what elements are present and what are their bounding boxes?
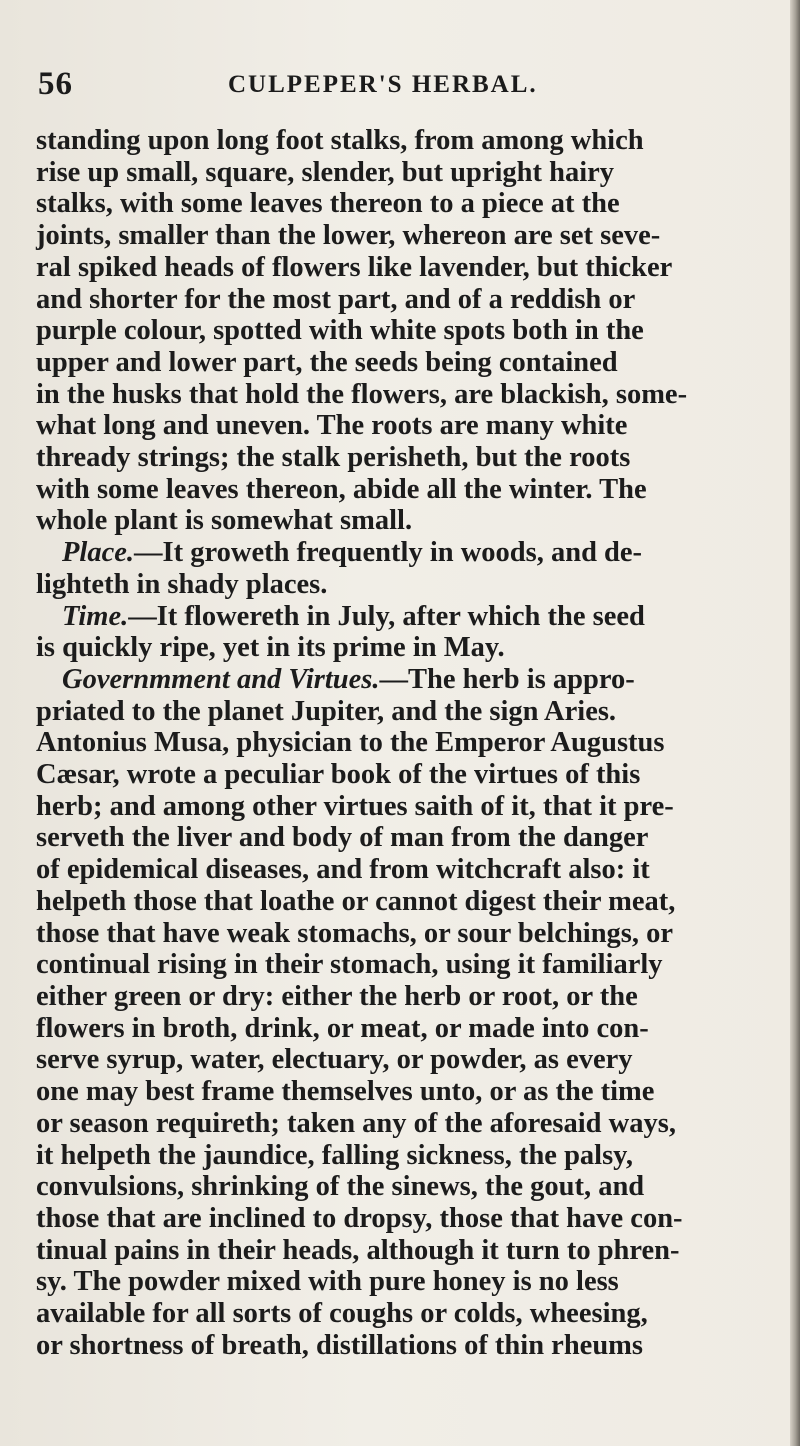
time-text: —It flowereth in July, after which the seed xyxy=(128,600,645,632)
government-label: Governmment and Virtues. xyxy=(62,663,380,695)
text-line: or season requireth; taken any of the aforesaid ways, xyxy=(36,1107,676,1139)
text-line: Cæsar, wrote a peculiar book of the virtues of this xyxy=(36,759,641,791)
text-line: those that are inclined to dropsy, those that have con- xyxy=(36,1202,683,1234)
text-line: lighteth in shady places. xyxy=(36,568,328,600)
place-paragraph xyxy=(36,537,766,569)
text-line: helpeth those that loathe or cannot digest their meat, xyxy=(36,885,676,917)
text-line: it helpeth the jaundice, falling sickness, the palsy, xyxy=(36,1139,633,1171)
text-line: stalks, with some leaves thereon to a piece at the xyxy=(36,188,620,220)
text-line: either green or dry: either the herb or root, or the xyxy=(36,980,638,1012)
text-line: in the husks that hold the flowers, are blackish, some- xyxy=(36,378,688,410)
time-label: Time. xyxy=(62,600,129,632)
page-edge-shadow xyxy=(790,0,800,1446)
text-line: serve syrup, water, electuary, or powder, as every xyxy=(36,1044,633,1076)
text-line: of epidemical diseases, and from witchcraft also: it xyxy=(36,854,650,886)
text-line: Antonius Musa, physician to the Emperor Augustus xyxy=(36,727,665,759)
page-header xyxy=(38,66,738,106)
text-line: thready strings; the stalk perisheth, but the roots xyxy=(36,442,631,474)
text-line: convulsions, shrinking of the sinews, the gout, and xyxy=(36,1171,645,1203)
text-line: standing upon long foot stalks, from among which xyxy=(36,125,644,156)
text-line: serveth the liver and body of man from the danger xyxy=(36,822,649,854)
text-line: rise up small, square, slender, but upright hairy xyxy=(36,156,615,188)
text-line: joints, smaller than the lower, whereon are set seve- xyxy=(36,220,661,252)
text-line: sy. The powder mixed with pure honey is no less xyxy=(36,1266,619,1298)
text-line: ral spiked heads of flowers like lavender, but thicker xyxy=(36,251,673,283)
text-line: herb; and among other virtues saith of it, that it pre- xyxy=(36,790,674,822)
text-line: flowers in broth, drink, or meat, or made into con- xyxy=(36,1012,649,1044)
text-line: continual rising in their stomach, using it familiarly xyxy=(36,949,663,981)
place-text: —It groweth frequently in woods, and de- xyxy=(134,537,643,569)
text-line: those that have weak stomachs, or sour belchings, or xyxy=(36,917,674,949)
running-head: CULPEPER'S HERBAL. xyxy=(228,71,538,98)
text-line: whole plant is somewhat small. xyxy=(36,505,413,537)
text-line: purple colour, spotted with white spots both in the xyxy=(36,315,644,347)
time-paragraph xyxy=(36,601,766,633)
text-line: one may best frame themselves unto, or as the time xyxy=(36,1076,655,1108)
text-line: or shortness of breath, distillations of thin rheums xyxy=(36,1329,644,1361)
text-line: with some leaves thereon, abide all the winter. The xyxy=(36,473,647,505)
text-line: upper and lower part, the seeds being contained xyxy=(36,346,618,378)
text-line: tinual pains in their heads, although it turn to phren- xyxy=(36,1234,680,1266)
text-line: available for all sorts of coughs or colds, wheesing, xyxy=(36,1298,648,1330)
government-text: —The herb is appro- xyxy=(379,663,635,695)
text-line: is quickly ripe, yet in its prime in May. xyxy=(36,632,505,664)
text-line: what long and uneven. The roots are many white xyxy=(36,410,628,442)
text-line: and shorter for the most part, and of a reddish or xyxy=(36,283,636,315)
body-text xyxy=(36,125,766,1361)
place-label: Place. xyxy=(62,537,135,569)
text-line: priated to the planet Jupiter, and the sign Aries. xyxy=(36,695,617,727)
government-paragraph xyxy=(36,664,766,696)
page-number: 56 xyxy=(38,66,73,102)
